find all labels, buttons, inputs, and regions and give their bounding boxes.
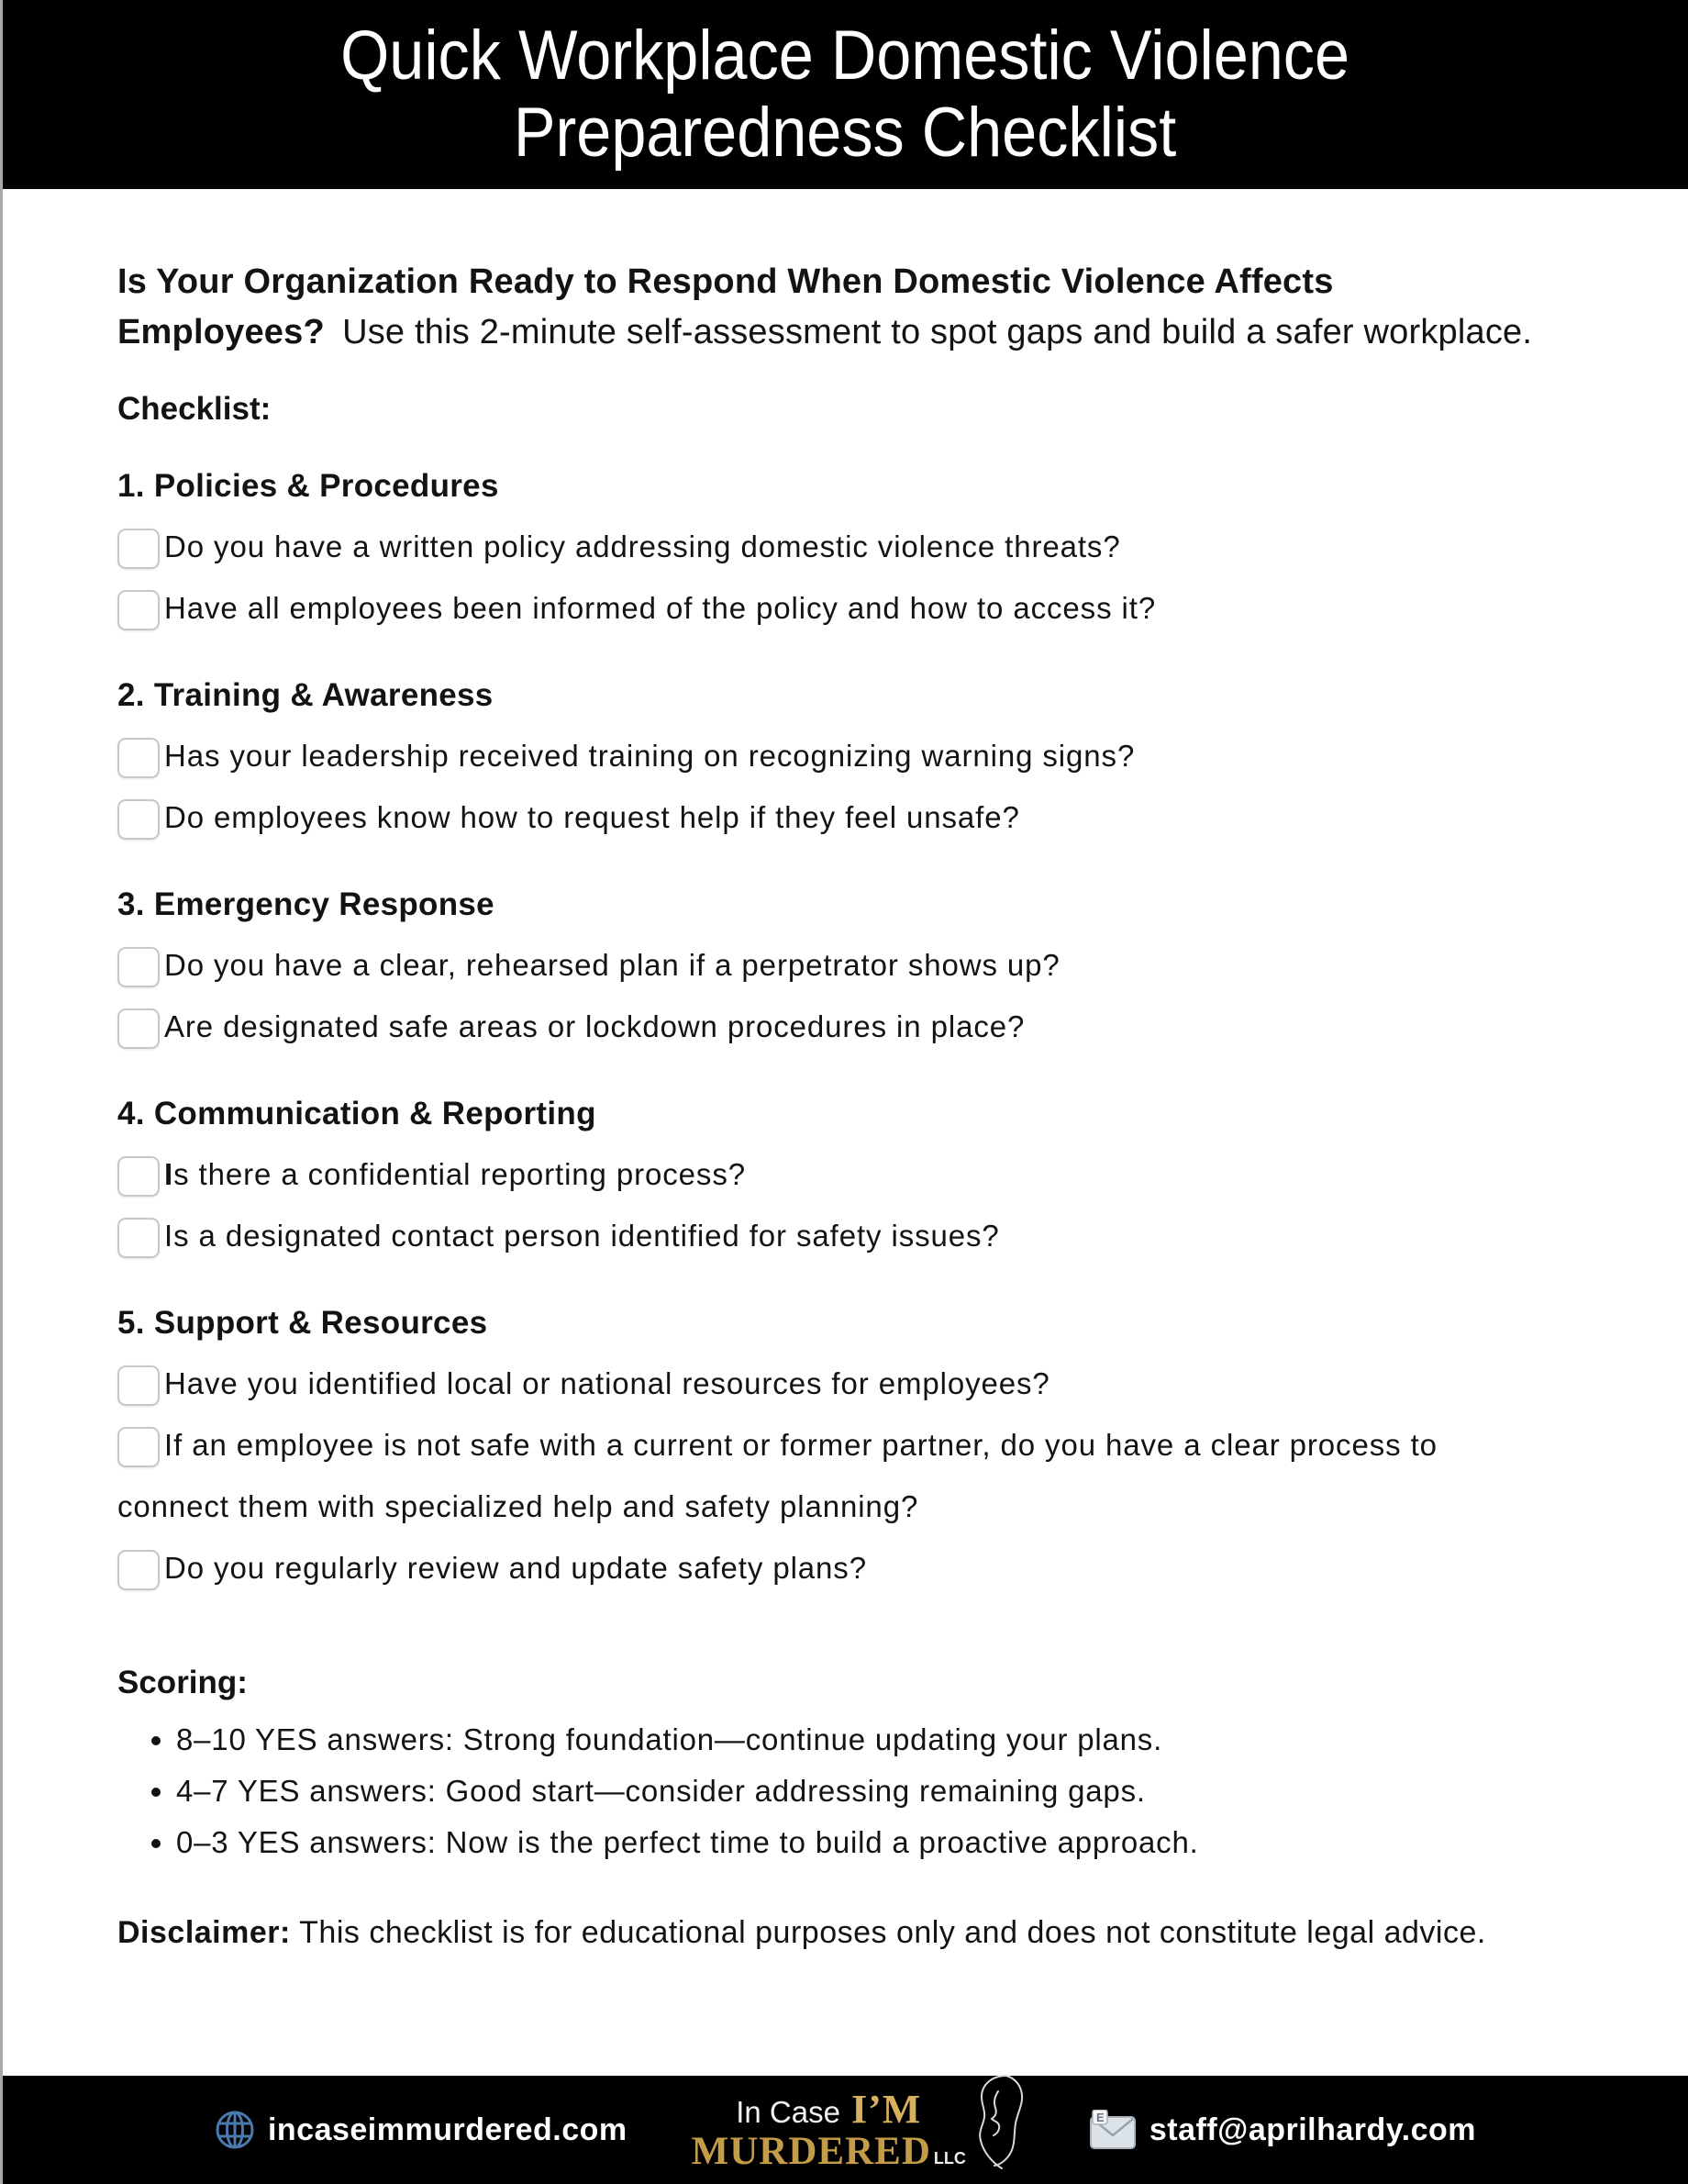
item-text: Have all employees been informed of the policy and how to access it?	[164, 591, 1157, 625]
checklist-item	[117, 1353, 1550, 1414]
item-text: Do you regularly review and update safety plans?	[164, 1551, 867, 1585]
checklist-item	[117, 1414, 1550, 1537]
section-policies-procedures	[117, 466, 1550, 639]
item-text: Do you have a clear, rehearsed plan if a perpetrator shows up?	[164, 948, 1061, 982]
scoring-label: Scoring:	[117, 1665, 248, 1700]
item-text: Do employees know how to request help if they feel unsafe?	[164, 800, 1020, 834]
item-text: Do you have a written policy addressing domestic violence threats?	[164, 529, 1121, 563]
email-icon	[1089, 2110, 1137, 2150]
scoring-bullet: • 8–10 YES answers: Strong foundation—continue updating your plans.	[176, 1714, 1550, 1766]
checkbox[interactable]	[117, 799, 160, 840]
checkbox[interactable]	[117, 738, 160, 778]
checklist-item	[117, 1537, 1550, 1599]
company-logo	[692, 2086, 1025, 2174]
section-emergency-response	[117, 885, 1550, 1057]
logo-text-incase: In Case	[736, 2095, 840, 2129]
item-text: s there a confidential reporting process?	[173, 1157, 746, 1191]
page-footer	[3, 2076, 1688, 2184]
intro-text: Use this 2-minute self-assessment to spot gaps and build a safer workplace.	[324, 313, 1533, 351]
logo-text-llc: LLC	[933, 2149, 966, 2167]
checklist-item	[117, 934, 1550, 996]
checklist-item	[117, 725, 1550, 786]
section-communication-reporting	[117, 1094, 1550, 1266]
checkbox[interactable]	[117, 529, 160, 569]
checklist-item	[117, 996, 1550, 1057]
footer-email[interactable]	[1089, 2110, 1476, 2150]
checklist-label: Checklist:	[117, 391, 272, 427]
disclaimer-label: Disclaimer:	[117, 1915, 291, 1950]
section-training-awareness	[117, 675, 1550, 848]
checkbox[interactable]	[117, 947, 160, 987]
page-title	[341, 17, 1350, 172]
intro-paragraph	[117, 257, 1550, 358]
email-text: staff@aprilhardy.com	[1149, 2112, 1477, 2147]
page-title-line2: Preparedness Checklist	[514, 94, 1177, 172]
checklist-item	[117, 577, 1550, 639]
page-header	[3, 0, 1688, 189]
section-title: 2. Training & Awareness	[117, 677, 494, 713]
item-text: Is a designated contact person identified for safety issues?	[164, 1219, 1000, 1253]
checkbox[interactable]	[117, 1008, 160, 1049]
logo-text-im: I’M	[850, 2087, 922, 2132]
checkbox[interactable]	[117, 1550, 160, 1590]
scoring-bullet: • 0–3 YES answers: Now is the perfect time to build a proactive approach.	[176, 1817, 1550, 1868]
item-text: If an employee is not safe with a current or former partner, do you have a clear process to connect them with specialized help and safety planning?	[117, 1428, 1438, 1523]
globe-icon	[215, 2110, 255, 2150]
logo-text-murdered: MURDERED	[691, 2130, 931, 2173]
scoring-bullet: • 4–7 YES answers: Good start—consider addressing remaining gaps.	[176, 1766, 1550, 1817]
checkbox[interactable]	[117, 1427, 160, 1467]
intro-question: Is Your Organization Ready to Respond When Domestic Violence Affects Employees?	[117, 262, 1334, 351]
footer-website[interactable]	[215, 2110, 627, 2150]
section-support-resources	[117, 1303, 1550, 1599]
item-text: Have you identified local or national resources for employees?	[164, 1366, 1050, 1400]
page-title-line1: Quick Workplace Domestic Violence	[340, 17, 1350, 95]
checklist-item	[117, 1205, 1550, 1266]
section-title: 3. Emergency Response	[117, 886, 494, 922]
checkbox[interactable]	[117, 1365, 160, 1406]
svg-text:E: E	[1095, 2111, 1105, 2124]
content	[3, 257, 1688, 1958]
checkbox[interactable]	[117, 1156, 160, 1197]
checkbox[interactable]	[117, 590, 160, 630]
website-text: incaseimmurdered.com	[267, 2112, 627, 2147]
disclaimer-text: This checklist is for educational purposes only and does not constitute legal advice.	[290, 1915, 1486, 1950]
checklist-item	[117, 1143, 1550, 1205]
checklist-item	[117, 516, 1550, 577]
checkbox[interactable]	[117, 1218, 160, 1258]
item-text-bold: I	[164, 1157, 174, 1191]
item-text: Are designated safe areas or lockdown procedures in place?	[164, 1009, 1026, 1043]
section-title: 4. Communication & Reporting	[117, 1096, 596, 1131]
checklist-item	[117, 786, 1550, 848]
section-title: 1. Policies & Procedures	[117, 468, 499, 504]
woman-silhouette-icon	[970, 2073, 1027, 2170]
scoring-list	[117, 1714, 1550, 1868]
item-text: Has your leadership received training on recognizing warning signs?	[164, 739, 1136, 773]
disclaimer	[117, 1907, 1550, 1958]
section-title: 5. Support & Resources	[117, 1305, 488, 1341]
